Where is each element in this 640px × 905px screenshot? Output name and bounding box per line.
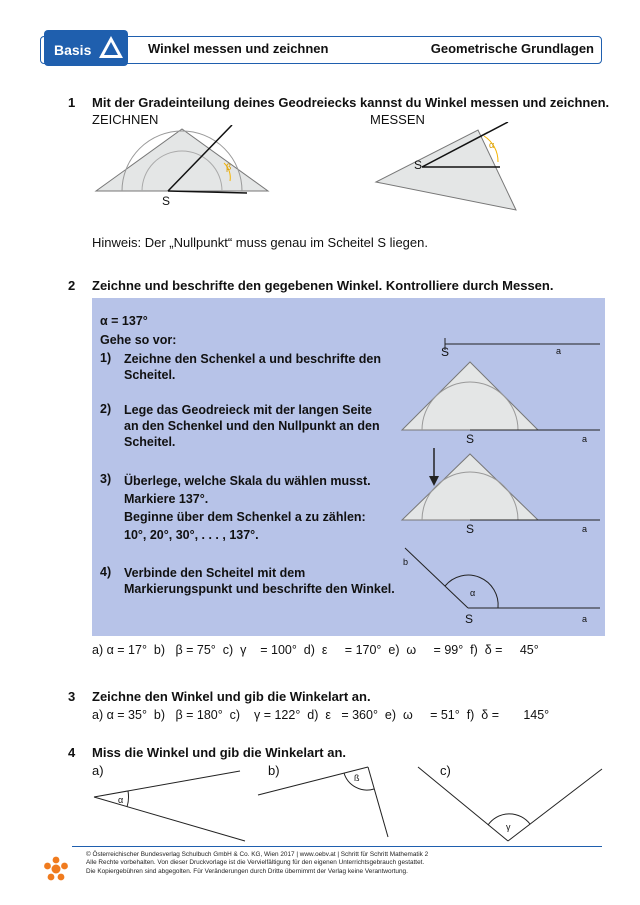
vertex-label: S bbox=[466, 432, 475, 446]
step-text: Überlege, welche Skala du wählen musst. Markiere 137°. Beginne über dem Schenkel a zu zählen: 10°, 20°, 30°, . . . , 137°. bbox=[124, 474, 371, 542]
step-number: 1) bbox=[100, 351, 112, 365]
footer-text: © Österreichischer Bundesverlag Schulbuch GmbH & Co. KG, Wien 2017 | www.oebv.at | Schritt für Schritt Mathematik 2 Alle Rechte vorbehalten. Von dieser Druckvorlage ist die Vervielfältigung für den eigenen Unterrichtsgebrauch gestattet. Die Kopiergebühren sind abgegolten. Für Veränderungen durch Dritte übernimmt der Verlag keine Verantwortung. bbox=[86, 851, 429, 875]
beta-label: ß bbox=[354, 773, 360, 783]
publisher-star-icon bbox=[44, 856, 68, 882]
step-number: 2) bbox=[100, 402, 112, 416]
step-number: 3) bbox=[100, 472, 112, 486]
alpha-label: α bbox=[118, 795, 124, 805]
subtask-label: a) bbox=[92, 763, 104, 778]
vertex-label: S bbox=[414, 158, 423, 172]
vertex-label: S bbox=[441, 345, 450, 359]
task-text: Zeichne den Winkel und gib die Winkelart an. bbox=[92, 689, 371, 704]
leg-label: a bbox=[556, 346, 562, 356]
step-text: Zeichne den Schenkel a und beschrifte den Scheitel. bbox=[124, 352, 382, 382]
angle-figures bbox=[80, 765, 620, 845]
triangle-icon bbox=[98, 34, 124, 60]
label-messen: MESSEN bbox=[370, 112, 425, 127]
chapter-title: Geometrische Grundlagen bbox=[430, 41, 594, 56]
step-diagrams bbox=[400, 330, 605, 630]
intro-text: Gehe so vor: bbox=[100, 333, 177, 347]
leg-label: a bbox=[582, 434, 588, 444]
basis-badge bbox=[44, 30, 128, 66]
setsquare-draw-illustration bbox=[92, 125, 272, 210]
gamma-label: γ bbox=[506, 822, 511, 832]
leg-label: b bbox=[403, 557, 409, 567]
vertex-label: S bbox=[466, 522, 475, 536]
answers-line: a) α = 35° b) β = 180° c) γ = 122° d) ε = 360° e) ω = 51° f) δ = 145° bbox=[92, 708, 550, 722]
step-number: 4) bbox=[100, 565, 112, 579]
page-title: Winkel messen und zeichnen bbox=[148, 41, 329, 56]
hint-text: Hinweis: Der „Nullpunkt“ muss genau im Scheitel S liegen. bbox=[92, 235, 428, 250]
step-text: Lege das Geodreieck mit der langen Seite an den Schenkel und den Nullpunkt an den Scheitel. bbox=[124, 403, 380, 449]
setsquare-measure-illustration bbox=[368, 122, 518, 217]
step-text: Verbinde den Scheitel mit dem Markierungspunkt und beschrifte den Winkel. bbox=[124, 566, 395, 596]
task-text: Miss die Winkel und gib die Winkelart an. bbox=[92, 745, 347, 760]
task-number: 4 bbox=[68, 745, 76, 760]
subtask-label: b) bbox=[268, 763, 280, 778]
alpha-label: α bbox=[470, 588, 476, 598]
vertex-label: S bbox=[465, 612, 474, 626]
leg-label: a bbox=[582, 614, 588, 624]
task-number: 2 bbox=[68, 278, 76, 293]
beta-label: β bbox=[226, 162, 232, 172]
footer-rule bbox=[72, 846, 602, 847]
alpha-label: α bbox=[489, 140, 495, 150]
given-angle: α = 137° bbox=[100, 314, 148, 328]
subtask-label: c) bbox=[440, 763, 451, 778]
label-zeichnen: ZEICHNEN bbox=[92, 112, 159, 127]
answers-line: a) α = 17° b) β = 75° c) γ = 100° d) ε = 170° e) ω = 99° f) δ = 45° bbox=[92, 643, 539, 657]
task-number: 3 bbox=[68, 689, 76, 704]
vertex-label: S bbox=[162, 194, 171, 208]
task-text: Zeichne und beschrifte den gegebenen Winkel. Kontrolliere durch Messen. bbox=[92, 278, 554, 293]
task-number: 1 bbox=[68, 95, 76, 110]
task-text: Mit der Gradeinteilung deines Geodreiecks kannst du Winkel messen und zeichnen. bbox=[92, 95, 610, 110]
leg-label: a bbox=[582, 524, 588, 534]
badge-label: Basis bbox=[54, 42, 92, 58]
